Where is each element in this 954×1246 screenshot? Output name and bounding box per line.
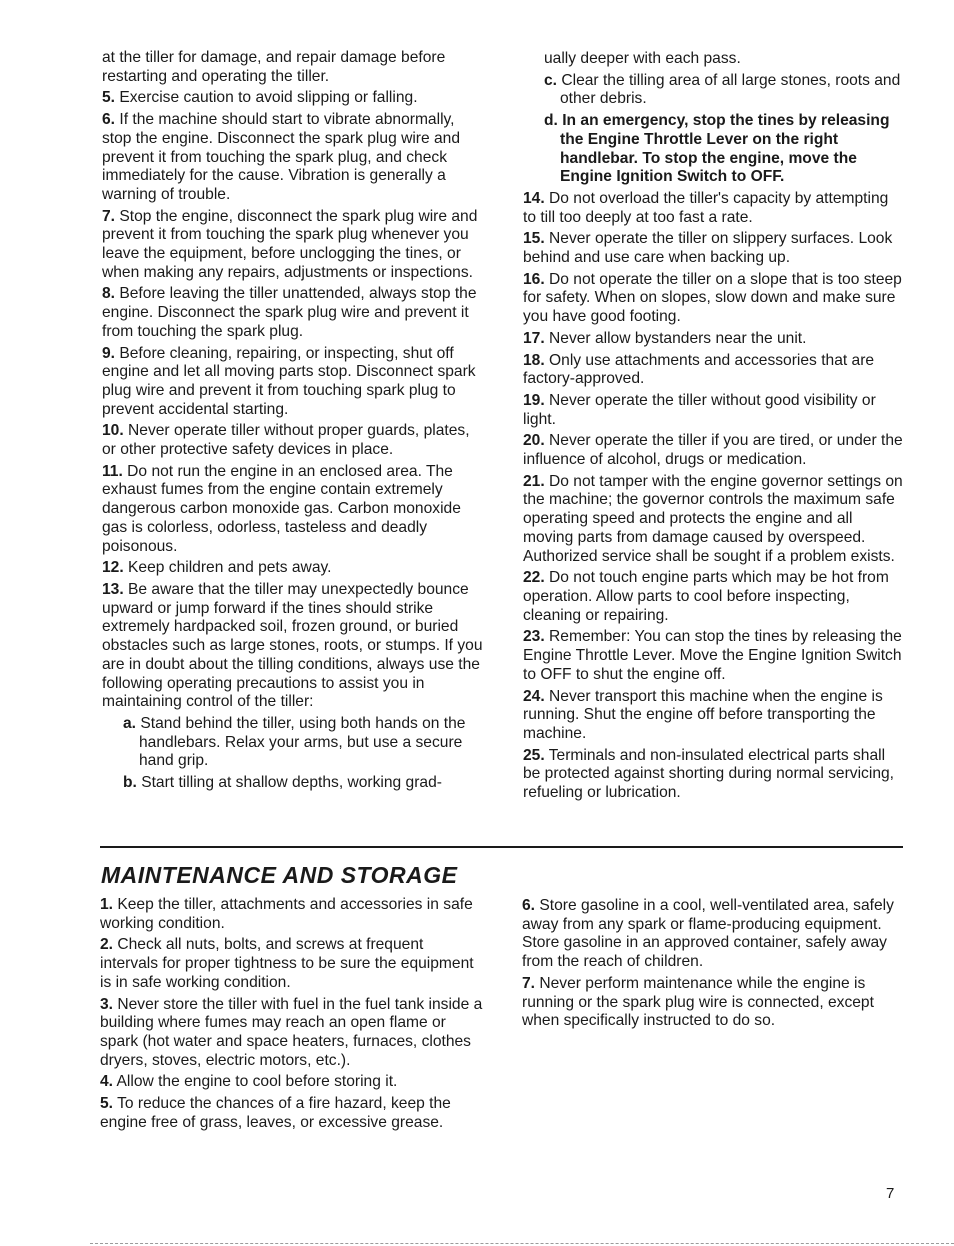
page-number: 7 xyxy=(886,1185,895,1202)
safety-item-7: 7. Stop the engine, disconnect the spark plug wire and prevent it from touching the spark plug whenever you leave the equipment, before unclogging the tines, or when making any repairs, adjustments or inspections. xyxy=(102,207,478,281)
safety-item-8: 8. Before leaving the tiller unattended, always stop the engine. Disconnect the spark plug wire and prevent it from touching the spark plug. xyxy=(102,285,477,340)
maintenance-item-6: 6. Store gasoline in a cool, well-ventilated area, safely away from any spark or flame-producing equipment. Store gasoline in an approved container, safely away from the reach of children. xyxy=(522,897,894,971)
safety-item-21: 21. Do not tamper with the engine governor settings on the machine; the governor controls the maximum safe operating speed and protects the engine and all moving parts from damage caused by overspeed. Authorized service shall be sought if a problem exists. xyxy=(523,472,903,565)
safety-item-11: 11. Do not run the engine in an enclosed area. The exhaust fumes from the engine contain extremely dangerous carbon monoxide gas. Carbon monoxide gas is colorless, odorless, tasteless and deadly poisonous. xyxy=(102,462,461,555)
safety-item-15: 15. Never operate the tiller on slippery surfaces. Look behind and use care when backing up. xyxy=(523,230,893,267)
safety-item: at the tiller for damage, and repair damage before restarting and operating the tiller. xyxy=(102,49,446,85)
safety-item-12: 12. Keep children and pets away. xyxy=(102,559,332,577)
maintenance-item-2: 2. Check all nuts, bolts, and screws at frequent intervals for proper tightness to be sure the equipment is in safe working condition. xyxy=(100,936,474,991)
safety-item-10: 10. Never operate tiller without proper guards, plates, or other protective safety devices in place. xyxy=(102,422,470,459)
maintenance-item-3: 3. Never store the tiller with fuel in the fuel tank inside a building where fumes may reach an open flame or spark (hot water and space heaters, furnaces, clothes dryers, stoves, electric motors, etc.). xyxy=(100,995,483,1069)
safety-item-16: 16. Do not operate the tiller on a slope that is too steep for safety. When on slopes, slow down and make sure you have good footing. xyxy=(523,270,902,326)
maintenance-item-1: 1. Keep the tiller, attachments and accessories in safe working condition. xyxy=(100,896,473,932)
safety-item-24: 24. Never transport this machine when the engine is running. Shut the engine off before transporting the machine. xyxy=(523,687,883,742)
safety-subitem-b-cont: ually deeper with each pass. xyxy=(544,50,741,67)
scan-edge-line xyxy=(90,1243,954,1245)
safety-item-23: 23. Remember: You can stop the tines by releasing the Engine Throttle Lever. Move the Engine Ignition Switch to OFF to shut the engine off. xyxy=(523,628,902,683)
maintenance-item-5: 5. To reduce the chances of a fire hazard, keep the engine free of grass, leaves, or excessive grease. xyxy=(100,1095,451,1131)
safety-item-18: 18. Only use attachments and accessories that are factory-approved. xyxy=(523,351,875,388)
safety-item-6: 6. If the machine should start to vibrate abnormally, stop the engine. Disconnect the spark plug wire and prevent it from touching the spark plug, and check immediately for the cause. Vibration is generally a warning of trouble. xyxy=(102,111,461,203)
safety-subitem-b: b. Start tilling at shallow depths, working grad- xyxy=(123,774,442,792)
maintenance-item-7: 7. Never perform maintenance while the engine is running or the spark plug wire is connected, except when specifically instructed to do so. xyxy=(522,974,874,1030)
safety-item-20: 20. Never operate the tiller if you are tired, or under the influence of alcohol, drugs or medication. xyxy=(523,432,903,469)
safety-subitem-c: c. Clear the tilling area of all large stones, roots and other debris. xyxy=(544,71,901,108)
safety-item-5: 5. Exercise caution to avoid slipping or falling. xyxy=(102,89,418,107)
safety-column-left xyxy=(102,49,486,796)
safety-subitem-a: a. Stand behind the tiller, using both hands on the handlebars. Relax your arms, but use a secure hand grip. xyxy=(123,714,466,770)
maintenance-column-left xyxy=(100,896,485,1135)
maintenance-item-4: 4. Allow the engine to cool before storing it. xyxy=(100,1073,398,1091)
safety-item-13: 13. Be aware that the tiller may unexpectedly bounce upward or jump forward if the tines should strike extremely hardpacked soil, frozen ground, or buried obstacles such as large stones, roots, or stumps. If you are in doubt about the tilling conditions, always use the following operating precautions to assist you in maintaining control of the tiller: xyxy=(102,580,483,711)
safety-subitem-d: d. In an emergency, stop the tines by releasing the Engine Throttle Lever on the right handlebar. To stop the engine, move the Engine Ignition Switch to OFF. xyxy=(544,112,890,186)
safety-item-25: 25. Terminals and non-insulated electrical parts shall be protected against shorting during normal servicing, refueling or lubrication. xyxy=(523,746,894,802)
safety-column-right xyxy=(523,50,903,806)
safety-item-9: 9. Before cleaning, repairing, or inspecting, shut off engine and let all moving parts stop. Disconnect spark plug wire and prevent it from touching spark plug to prevent accidental starting. xyxy=(102,344,476,418)
safety-item-22: 22. Do not touch engine parts which may be hot from operation. Allow parts to cool before inspecting, cleaning or repairing. xyxy=(523,569,889,624)
safety-item-14: 14. Do not overload the tiller's capacity by attempting to till too deeply at too fast a rate. xyxy=(523,189,889,226)
section-divider xyxy=(100,846,903,848)
safety-item-19: 19. Never operate the tiller without good visibility or light. xyxy=(523,391,876,428)
maintenance-column-right xyxy=(522,897,903,1034)
section-title: MAINTENANCE AND STORAGE xyxy=(101,862,458,888)
safety-item-17: 17. Never allow bystanders near the unit. xyxy=(523,329,807,347)
